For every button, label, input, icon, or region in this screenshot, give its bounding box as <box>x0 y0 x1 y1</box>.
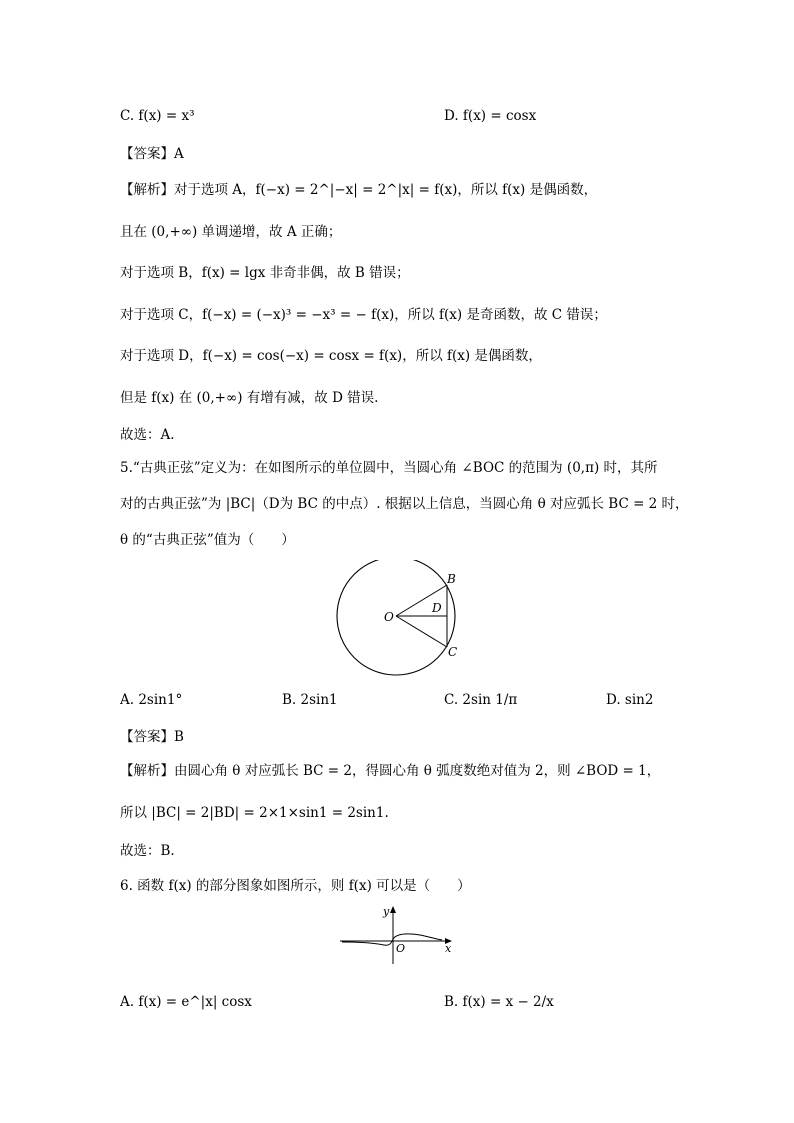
q5-stem-line-3: θ 的“古典正弦”值为（ ） <box>120 532 295 548</box>
label-o: O <box>384 610 394 624</box>
q4-analysis-line-3: 对于选项 B，f(x) = lgx 非奇非偶，故 B 错误； <box>120 265 410 281</box>
q5-option-a: A. 2sin1° <box>120 692 183 708</box>
label-c: C <box>448 645 458 659</box>
function-graph-figure <box>336 900 460 970</box>
y-axis-arrow <box>390 906 396 913</box>
q5-analysis-line-2: 所以 |BC| = 2|BD| = 2×1×sin1 = 2sin1. <box>120 805 389 821</box>
q4-option-c: C. f(x) = x³ <box>120 108 195 124</box>
q6-option-b: B. f(x) = x − 2/x <box>444 994 554 1010</box>
q4-option-d: D. f(x) = cosx <box>444 108 537 124</box>
q6-stem: 6. 函数 f(x) 的部分图象如图所示，则 f(x) 可以是（ ） <box>120 878 471 894</box>
q5-option-b: B. 2sin1 <box>282 692 338 708</box>
q4-answer: 【答案】A <box>120 146 184 162</box>
label-b: B <box>447 572 456 586</box>
q4-analysis-line-4: 对于选项 C，f(−x) = (−x)³ = −x³ = − f(x)，所以 f(x) 是奇函数，故 C 错误； <box>120 307 607 323</box>
q5-analysis-line-1: 【解析】由圆心角 θ 对应弧长 BC = 2，得圆心角 θ 弧度数绝对值为 2，则 ∠BOD = 1， <box>120 763 661 779</box>
q4-analysis-line-5: 对于选项 D，f(−x) = cos(−x) = cosx = f(x)，所以 f(x) 是偶函数， <box>120 348 542 364</box>
function-curve <box>342 934 442 945</box>
unit-circle <box>337 560 458 675</box>
q4-analysis-line-6: 但是 f(x) 在 (0,+∞) 有增有减，故 D 错误. <box>120 390 379 406</box>
radius-oc <box>396 616 447 647</box>
q4-analysis-line-2: 且在 (0,+∞) 单调递增，故 A 正确； <box>120 224 342 240</box>
q5-option-c: C. 2sin 1/π <box>444 692 518 708</box>
label-x: x <box>445 942 452 955</box>
q5-conclusion: 故选：B. <box>120 843 175 859</box>
label-d: D <box>432 601 442 615</box>
q5-stem-line-1: 5.“古典正弦”定义为：在如图所示的单位圆中，当圆心角 ∠BOC 的范围为 (0,π) 时，其所 <box>120 460 658 476</box>
q5-answer: 【答案】B <box>120 729 184 745</box>
q6-option-a: A. f(x) = e^|x| cosx <box>120 994 252 1010</box>
q4-analysis-line-1: 【解析】对于选项 A，f(−x) = 2^|−x| = 2^|x| = f(x)，所以 f(x) 是偶函数， <box>120 182 598 198</box>
q5-stem-line-2: 对的古典正弦”为 |BC|（D为 BC 的中点）. 根据以上信息，当圆心角 θ 对应弧长 BC = 2 时， <box>120 496 689 512</box>
q5-option-d: D. sin2 <box>606 692 654 708</box>
unit-circle-figure <box>330 560 470 682</box>
label-o: O <box>396 942 406 955</box>
label-y: y <box>383 905 390 918</box>
q4-conclusion: 故选：A. <box>120 427 175 443</box>
